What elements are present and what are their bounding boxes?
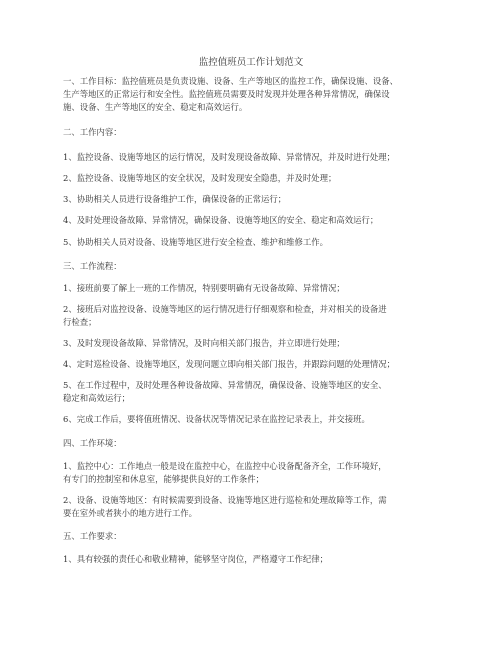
list-item	[63, 553, 443, 566]
text-line: 2、监控设备、设施等地区的安全状况，及时发现安全隐患，并及时处理；	[63, 173, 337, 183]
text-line: 稳定和高效运行；	[63, 393, 130, 403]
text-line: 6、完成工作后，要将值班情况、设备状况等情况记录在监控记录表上，并交接班。	[63, 414, 370, 424]
list-item	[63, 236, 443, 249]
section-heading	[63, 126, 443, 139]
text-line: 5、在工作过程中，及时处理各种设备故障、异常情况，确保设备、设施等地区的安全、	[63, 380, 387, 390]
text-line: 2、设备、设施等地区：有时候需要到设备、设施等地区进行巡检和处理故障等工作，需	[63, 495, 387, 505]
text-line: 4、及时处理设备故障、异常情况，确保设备、设施等地区的安全、稳定和高效运行；	[63, 215, 379, 225]
text-line: 2、接班后对监控设备、设施等地区的运行情况进行仔细观察和检查，并对相关的设备进	[63, 304, 387, 314]
paragraph-goal	[63, 75, 443, 114]
text-line: 1、具有较强的责任心和敬业精神，能够坚守岗位，严格遵守工作纪律；	[63, 554, 328, 564]
text-line: 5、协助相关人员对设备、设施等地区进行安全检查、维护和维修工作。	[63, 237, 328, 247]
list-item	[63, 413, 443, 426]
list-item	[63, 193, 443, 206]
text-line: 1、监控中心：工作地点一般是设在监控中心，在监控中心设备配备齐全，工作环境好，	[63, 461, 387, 471]
text-line: 生产等地区的正常运行和安全性。监控值班员需要及时发现并处理各种异常情况，确保设	[63, 89, 390, 99]
list-item	[63, 337, 443, 350]
text-line: 一、工作目标：监控值班员是负责设施、设备、生产等地区的监控工作，确保设施、设备、	[63, 76, 398, 86]
text-line: 施、设备、生产等地区的安全、稳定和高效运行。	[63, 102, 248, 112]
list-item	[63, 460, 443, 486]
text-line: 三、工作流程：	[63, 261, 122, 271]
list-item	[63, 303, 443, 329]
text-line: 3、及时发现设备故障、异常情况，及时向相关部门报告，并立即进行处理；	[63, 338, 345, 348]
text-line: 要在室外或者狭小的地方进行工作。	[63, 508, 197, 518]
list-item	[63, 172, 443, 185]
text-line: 有专门的控制室和休息室，能够提供良好的工作条件；	[63, 474, 264, 484]
list-item	[63, 494, 443, 520]
text-line: 4、定时巡检设备、设施等地区，发现问题立即向相关部门报告，并跟踪问题的处理情况；	[63, 359, 395, 369]
list-item	[63, 379, 443, 405]
text-line: 3、协助相关人员进行设备维护工作，确保设备的正常运行；	[63, 194, 287, 204]
list-item	[63, 151, 443, 164]
list-item	[63, 214, 443, 227]
document-title: 监控值班员工作计划范文	[198, 57, 304, 68]
section-heading	[63, 530, 443, 543]
list-item	[63, 282, 443, 295]
text-line: 1、接班前要了解上一班的工作情况，特别要明确有无设备故障、异常情况；	[63, 283, 345, 293]
text-line: 五、工作要求：	[63, 531, 122, 541]
section-heading	[63, 437, 443, 450]
text-line: 四、工作环境：	[63, 438, 122, 448]
text-line: 1、监控设备、设施等地区的运行情况，及时发现设备故障、异常情况，并及时进行处理；	[63, 152, 395, 162]
section-heading	[63, 260, 443, 273]
text-line: 行检查；	[63, 317, 97, 327]
text-line: 二、工作内容：	[63, 127, 122, 137]
list-item	[63, 358, 443, 371]
